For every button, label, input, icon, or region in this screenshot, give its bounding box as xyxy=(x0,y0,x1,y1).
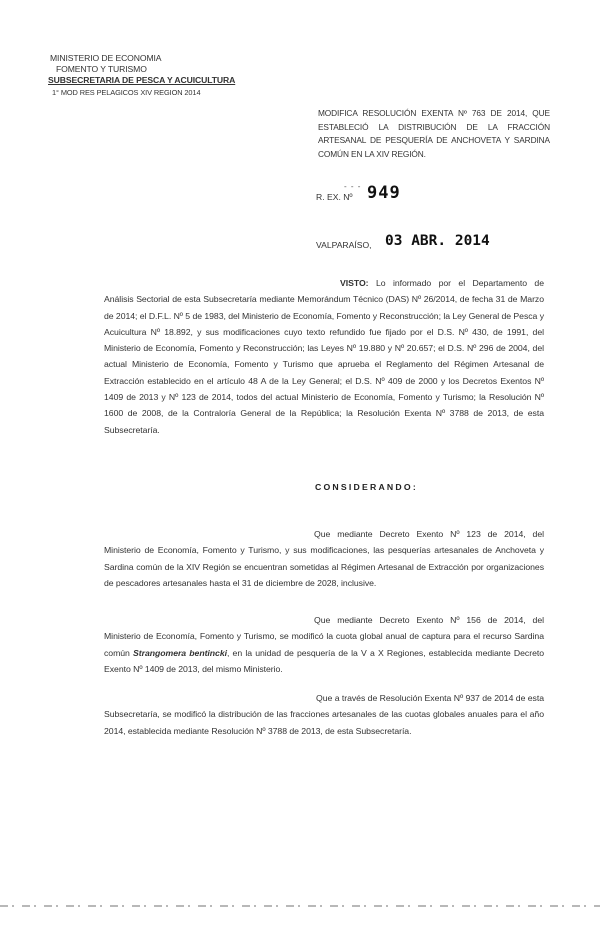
considerando-2-text-a: Que mediante Decreto Exento Nº 156 de 2014, del Ministerio de Economía, Fomento y Turismo, se modificó la cuota global anual de captura para el recurso Sardina común xyxy=(104,615,544,658)
header-ministry-sub: FOMENTO Y TURISMO xyxy=(56,64,147,74)
resolution-number: 949 xyxy=(367,183,401,203)
resolution-subject: MODIFICA RESOLUCIÓN EXENTA Nº 763 DE 2014, QUE ESTABLECIÓ LA DISTRIBUCIÓN DE LA FRACCIÓN ARTESANAL DE PESQUERÍA DE ANCHOVETA Y SARDINA COMÚN EN LA XIV REGIÓN. xyxy=(318,108,550,160)
considerando-2-text-b: , en la unidad de pesquería de la V a X Regiones, establecida mediante Decreto Exento Nº 1409 de 2013, del mismo Ministerio. xyxy=(104,647,544,674)
visto-text: Lo informado por el Departamento de Análisis Sectorial de esta Subsecretaría mediante Memorándum Técnico (DAS) Nº 26/2014, de fecha 31 de Marzo de 2014; el D.F.L. Nº 5 de 1983, del Ministerio de Economía, Fomento y Reconstrucción; la Ley General de Pesca y Acuicultura Nº 18.892, y sus modificaciones cuyo texto refundido fue fijado por el D.S. Nº 430, de 1991, del Ministerio de Economía, Fomento y Reconstrucción; las Leyes Nº 19.880 y Nº 20.657; el D.S. Nº 296 de 2004, del actual Ministerio de Economía, Fomento y Turismo que aprueba el Reglamento del Régimen Artesanal de Extracción establecido en el artículo 48 A de la Ley General; el D.S. Nº 409 de 2000 y los Decretos Exentos Nº 1409 de 2013 y Nº 123 de 2014, todos del actual Ministerio de Economía, Fomento y Turismo; la Resolución Nº 1600 de 2008, de la Contraloría General de la República; la Resolución Exenta Nº 3788 de 2013, de esta Subsecretaría. xyxy=(104,278,544,435)
scan-artifact-line xyxy=(0,905,600,907)
considerando-1-text: Que mediante Decreto Exento Nº 123 de 2014, del Ministerio de Economía, Fomento y Turismo, y sus modificaciones, las pesquerías artesanales de Anchoveta y Sardina común de la XIV Región se encuentran sometidas al Régimen Artesanal de Extracción por organizaciones de pescadores artesanales hasta el 31 de diciembre de 2028, inclusive. xyxy=(104,529,544,588)
considerando-3 xyxy=(104,690,544,739)
considerando-3-text: Que a través de Resolución Exenta Nº 937 de 2014 de esta Subsecretaría, se modificó la distribución de las fracciones artesanales de las cuotas globales anuales para el año 2014, establecida mediante Resolución Nº 3788 de 2013, de esta Subsecretaría. xyxy=(104,693,544,736)
header-reference-code: 1° MOD RES PELAGICOS XIV REGION 2014 xyxy=(52,88,201,97)
visto-paragraph xyxy=(104,275,544,438)
resolution-stamp: - - - xyxy=(344,182,362,191)
header-subsecretaria: SUBSECRETARIA DE PESCA Y ACUICULTURA xyxy=(48,75,236,85)
resolution-date: 03 ABR. 2014 xyxy=(385,233,490,249)
resolution-label: R. EX. Nº xyxy=(316,192,353,202)
considerando-2 xyxy=(104,612,544,677)
visto-lead: VISTO: xyxy=(340,278,369,288)
considerando-1 xyxy=(104,526,544,591)
place-city: VALPARAÍSO, xyxy=(316,240,372,250)
considerando-title: CONSIDERANDO: xyxy=(315,482,418,492)
header-ministry: MINISTERIO DE ECONOMIA xyxy=(50,53,162,63)
species-name: Strangomera bentincki xyxy=(133,647,227,658)
